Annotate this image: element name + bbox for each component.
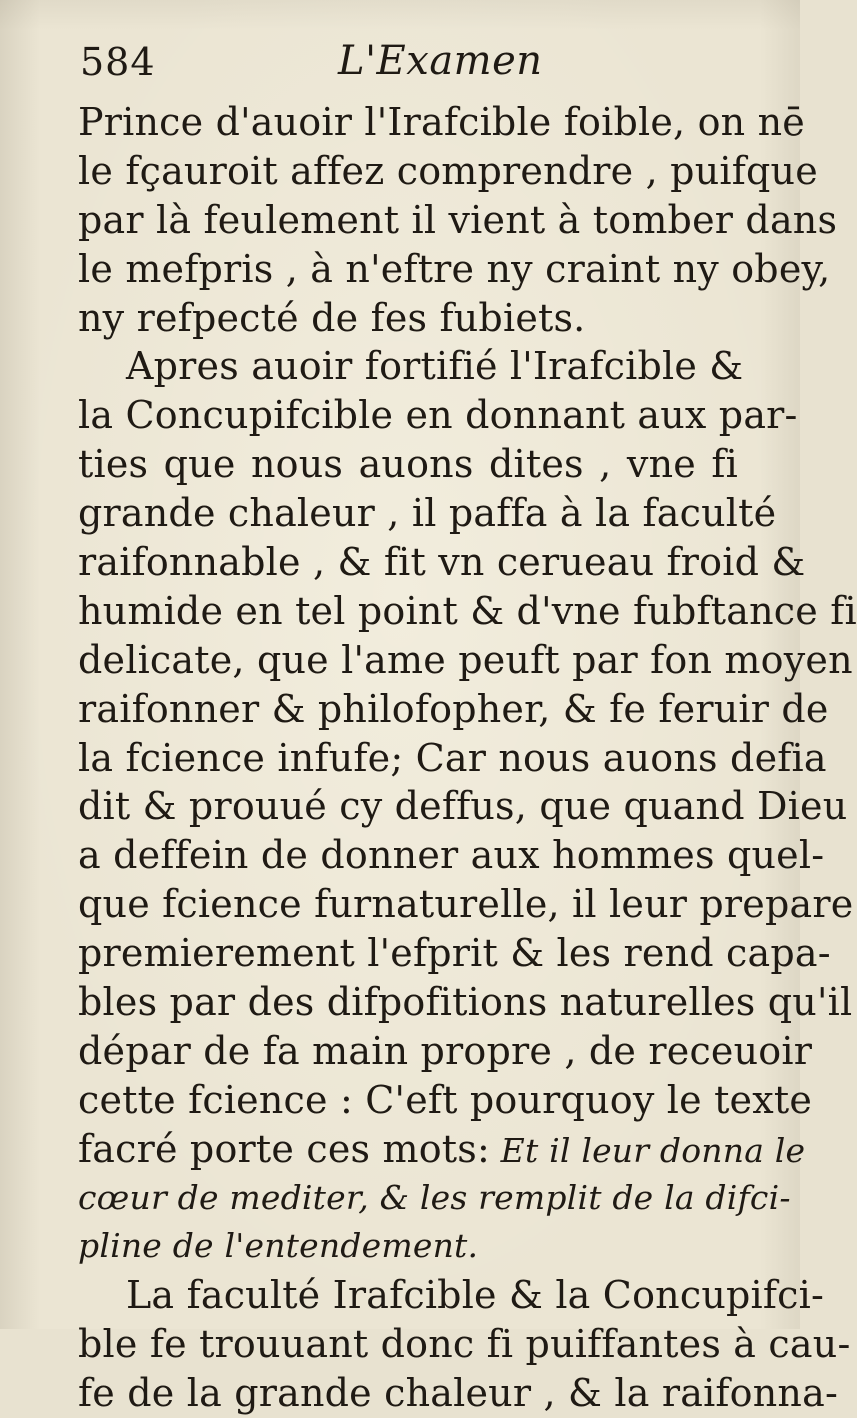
page-header — [80, 34, 730, 94]
text-line: bles par des difpofitions naturelles qu'il — [78, 980, 853, 1025]
text-line: grande chaleur , il paffa à la faculté — [78, 491, 777, 536]
text-line: le fçauroit affez comprendre , puifque — [78, 148, 818, 193]
text-line: raifonnable , & fit vn cerueau froid & — [78, 540, 806, 585]
text-fragment: facré porte ces mots: — [78, 1126, 490, 1171]
text-line: Prince d'auoir l'Irafcible foible, on nē — [78, 100, 805, 144]
body-text — [78, 98, 857, 1418]
scripture-quote-line: cœur de mediter, & les remplit de la difci- — [78, 1177, 791, 1217]
text-line: Apres auoir fortifié l'Irafcible & — [126, 344, 744, 389]
text-line: dépar de fa main propre , de receuoir — [78, 1028, 813, 1073]
scripture-quote-line: pline de l'entendement. — [78, 1226, 479, 1266]
text-line: fe de la grande chaleur , & la raifonna- — [78, 1371, 839, 1416]
text-line: La faculté Irafcible & la Concupifci- — [126, 1273, 825, 1318]
text-line: le mefpris , à n'eftre ny craint ny obey, — [78, 246, 831, 291]
text-line: la fcience infufe; Car nous auons defia — [78, 735, 827, 780]
text-line: ny refpecté de fes fubiets. — [78, 295, 586, 340]
text-line: dit & prouué cy deffus, que quand Dieu — [78, 784, 848, 829]
text-line: raifonner & philofopher, & fe feruir de — [78, 686, 829, 731]
text-line: delicate, que l'ame peuft par fon moyen — [78, 637, 853, 682]
text-line: que fcience furnaturelle, il leur prepare — [78, 882, 854, 927]
scripture-quote: Et il leur donna le — [489, 1130, 806, 1170]
text-line: humide en tel point & d'vne fubftance fi — [78, 588, 857, 633]
text-line: par là feulement il vient à tomber dans — [78, 197, 838, 242]
page-number: 584 — [80, 40, 156, 84]
text-line: ble fe trouuant donc fi puiffantes à cau- — [78, 1322, 851, 1367]
text-line: a deffein de donner aux hommes quel- — [78, 833, 825, 878]
text-line: la Concupifcible en donnant aux par- — [78, 393, 798, 438]
running-head: L'Examen — [338, 38, 543, 84]
text-line: cette fcience : C'eft pourquoy le texte — [78, 1077, 813, 1122]
text-line: ties que nous auons dites , vne fi — [78, 442, 738, 487]
text-line-with-quote — [78, 1125, 806, 1174]
text-line: premierement l'efprit & les rend capa- — [78, 931, 831, 976]
